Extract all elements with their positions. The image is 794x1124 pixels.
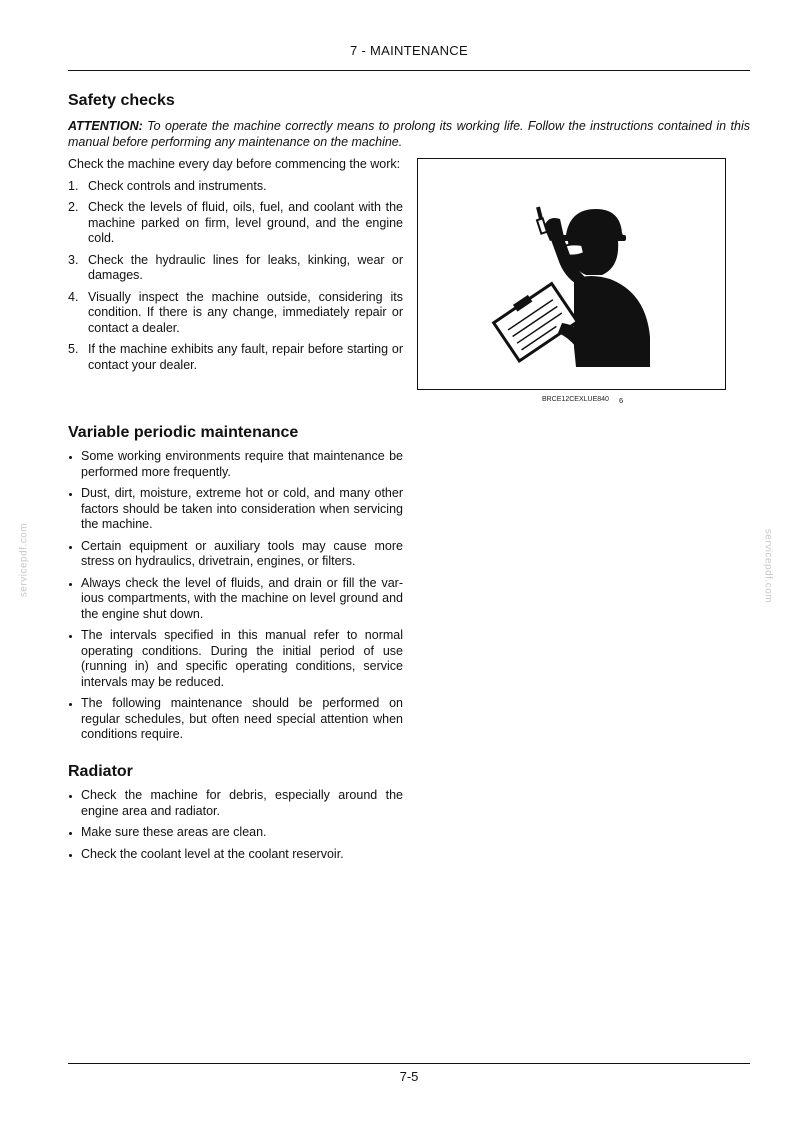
safety-intro: Check the machine every day before commencing the work: — [68, 157, 401, 171]
radiator-heading: Radiator — [68, 763, 133, 780]
attention-text: To operate the machine correctly means to prolong its working life. Follow the instructions contained in this manual before performing any maintenance on the machine. — [68, 119, 750, 149]
safety-checks-heading: Safety checks — [68, 92, 175, 109]
list-item: 5. If the machine exhibits any fault, repair before starting or contact your dealer. — [68, 342, 403, 372]
list-item: Check the machine for debris, especially around the engine area and radiator. — [68, 788, 403, 819]
safety-steps-list — [68, 179, 403, 374]
radiator-body — [68, 788, 403, 868]
watermark-left: servicepdf.com — [18, 522, 30, 598]
watermark-right: servicepdf.com — [762, 528, 774, 604]
page-number: 7-5 — [399, 1069, 419, 1084]
list-item: The following maintenance should be performed on regular schedules, but often need special attention when conditions require. — [68, 696, 403, 743]
list-item: Dust, dirt, moisture, extreme hot or cold, and many other factors should be taken into consideration when servicing the machine. — [68, 486, 403, 533]
radiator-list — [68, 788, 403, 862]
list-item: Some working environments require that maintenance be performed more frequently. — [68, 449, 403, 480]
list-item: The intervals specified in this manual refer to normal operating conditions. During the initial period of use (running in) and specific operating conditions, service intervals may be reduced. — [68, 628, 403, 690]
figure-number: 6 — [619, 396, 624, 405]
list-item: 1. Check controls and instruments. — [68, 178, 267, 193]
variable-maintenance-heading: Variable periodic maintenance — [68, 424, 299, 441]
list-item: Check the coolant level at the coolant reservoir. — [68, 847, 403, 863]
variable-maintenance-body — [68, 449, 403, 749]
figure-frame — [417, 158, 726, 390]
variable-maintenance-list — [68, 449, 403, 743]
list-item: 2. Check the levels of fluid, oils, fuel, and coolant with the machine parked on firm, level ground, and the engine cold. — [68, 200, 403, 245]
list-item: Certain equipment or auxiliary tools may cause more stress on hydraulics, drivetrain, engines, or filters. — [68, 539, 403, 570]
attention-note — [68, 119, 750, 150]
figure-caption: BRCE12CEXLUE840 — [542, 396, 609, 403]
worker-with-clipboard-icon — [478, 197, 668, 367]
list-item: Make sure these areas are clean. — [68, 825, 403, 841]
list-item: Always check the level of fluids, and drain or fill the var-ious compartments, with the machine on level ground and the engine shut down. — [68, 576, 403, 623]
list-item: 3. Check the hydraulic lines for leaks, kinking, wear or damages. — [68, 252, 403, 282]
header-rule — [68, 70, 750, 71]
section-header: 7 - MAINTENANCE — [350, 43, 468, 58]
footer-rule — [68, 1063, 750, 1064]
safety-checks-body — [68, 157, 403, 379]
attention-label: ATTENTION: — [68, 119, 143, 133]
list-item: 4. Visually inspect the machine outside, considering its condition. If there is any change, immediately repair or contact a dealer. — [68, 289, 403, 335]
